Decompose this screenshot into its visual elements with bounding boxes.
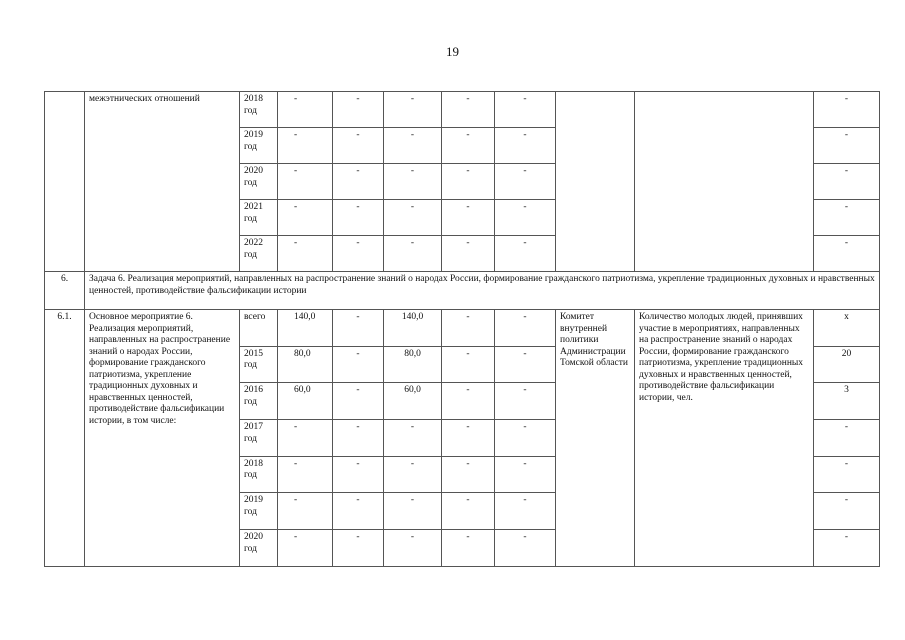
funding-cell: - — [333, 92, 384, 128]
indicator-value: - — [814, 530, 880, 567]
funding-cell: 60,0 — [278, 383, 333, 420]
funding-cell: - — [333, 456, 384, 493]
task-text: Задача 6. Реализация мероприятий, направленных на распространение знаний о народах России, формирование гражданского патриотизма, укрепление традиционных духовных и нравственных ценностей, противодействие фальсификации истории — [85, 272, 880, 310]
funding-cell: - — [442, 530, 495, 567]
indicator-value: 3 — [814, 383, 880, 420]
funding-cell: - — [384, 236, 442, 272]
indicator-value: - — [814, 92, 880, 128]
funding-cell: - — [495, 456, 556, 493]
indicator-value: - — [814, 164, 880, 200]
funding-cell: - — [442, 310, 495, 347]
funding-cell: - — [278, 164, 333, 200]
item-number: 6.1. — [45, 310, 85, 567]
funding-cell: - — [333, 310, 384, 347]
funding-cell: - — [495, 310, 556, 347]
indicator-value: 20 — [814, 346, 880, 383]
funding-cell: - — [384, 456, 442, 493]
table-row — [45, 92, 880, 128]
year-cell: 2022 год — [240, 236, 278, 272]
table-row — [45, 310, 880, 347]
indicator-value: - — [814, 420, 880, 457]
task-number: 6. — [45, 272, 85, 310]
task-row — [45, 272, 880, 310]
year-cell: 2015 год — [240, 346, 278, 383]
funding-cell: - — [384, 164, 442, 200]
funding-cell: 140,0 — [384, 310, 442, 347]
funding-cell: - — [333, 530, 384, 567]
activity-name: межэтнических отношений — [85, 92, 240, 272]
funding-cell: - — [384, 92, 442, 128]
funding-cell: - — [333, 236, 384, 272]
funding-cell: - — [278, 200, 333, 236]
indicator-name — [635, 92, 814, 272]
funding-cell: 80,0 — [384, 346, 442, 383]
funding-cell: - — [442, 200, 495, 236]
responsible-executor — [556, 92, 635, 272]
funding-cell: - — [333, 128, 384, 164]
funding-cell: - — [495, 383, 556, 420]
year-cell: 2019 год — [240, 493, 278, 530]
funding-cell: - — [333, 383, 384, 420]
funding-cell: - — [278, 128, 333, 164]
indicator-value: - — [814, 128, 880, 164]
funding-cell: - — [384, 530, 442, 567]
item-number — [45, 92, 85, 272]
year-cell: 2016 год — [240, 383, 278, 420]
funding-cell: - — [333, 200, 384, 236]
funding-cell: - — [278, 456, 333, 493]
indicator-value: - — [814, 200, 880, 236]
funding-cell: - — [442, 164, 495, 200]
indicator-name: Количество молодых людей, принявших участие в мероприятиях, направленных на распространение знаний о народах России, формирование гражданского патриотизма, укрепление традиционных духовных и нравственных ценностей, противодействие фальсификации истории, чел. — [635, 310, 814, 567]
funding-cell: - — [384, 493, 442, 530]
funding-cell: - — [278, 493, 333, 530]
funding-cell: - — [442, 92, 495, 128]
funding-cell: - — [384, 200, 442, 236]
activity-name: Основное мероприятие 6. Реализация мероприятий, направленных на распространение знаний о народах России, формирование гражданского патриотизма, укрепление традиционных духовных и нравственных ценностей, противодействие фальсификации истории, в том числе: — [85, 310, 240, 567]
funding-cell: - — [495, 128, 556, 164]
year-cell: 2019 год — [240, 128, 278, 164]
year-cell: всего — [240, 310, 278, 347]
funding-cell: - — [442, 128, 495, 164]
funding-cell: - — [495, 236, 556, 272]
funding-cell: - — [495, 92, 556, 128]
year-cell: 2021 год — [240, 200, 278, 236]
funding-cell: - — [278, 530, 333, 567]
indicator-value: - — [814, 456, 880, 493]
year-cell: 2020 год — [240, 164, 278, 200]
funding-cell: 60,0 — [384, 383, 442, 420]
indicator-value: - — [814, 236, 880, 272]
funding-cell: - — [333, 420, 384, 457]
program-table — [44, 91, 880, 567]
year-cell: 2017 год — [240, 420, 278, 457]
page-number: 19 — [446, 44, 459, 59]
funding-cell: - — [442, 456, 495, 493]
responsible-executor: Комитет внутренней политики Администрации Томской области — [556, 310, 635, 567]
funding-cell: - — [442, 236, 495, 272]
funding-cell: - — [442, 346, 495, 383]
funding-cell: - — [278, 92, 333, 128]
funding-cell: - — [495, 200, 556, 236]
funding-cell: - — [442, 493, 495, 530]
funding-cell: - — [333, 164, 384, 200]
funding-cell: 140,0 — [278, 310, 333, 347]
funding-cell: - — [442, 383, 495, 420]
funding-cell: - — [495, 420, 556, 457]
funding-cell: - — [333, 346, 384, 383]
funding-cell: - — [442, 420, 495, 457]
indicator-value: х — [814, 310, 880, 347]
funding-cell: - — [495, 346, 556, 383]
funding-cell: - — [384, 420, 442, 457]
funding-cell: - — [495, 530, 556, 567]
year-cell: 2018 год — [240, 456, 278, 493]
funding-cell: - — [384, 128, 442, 164]
funding-cell: - — [278, 420, 333, 457]
funding-cell: - — [495, 493, 556, 530]
funding-cell: - — [495, 164, 556, 200]
year-cell: 2020 год — [240, 530, 278, 567]
funding-cell: 80,0 — [278, 346, 333, 383]
year-cell: 2018 год — [240, 92, 278, 128]
funding-cell: - — [278, 236, 333, 272]
funding-cell: - — [333, 493, 384, 530]
indicator-value: - — [814, 493, 880, 530]
